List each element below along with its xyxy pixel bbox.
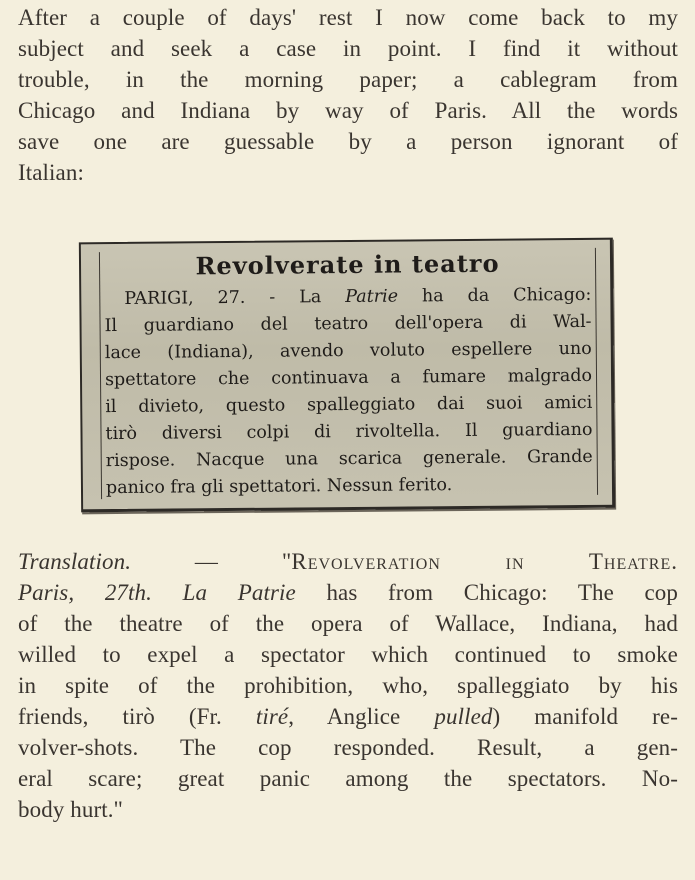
- clipping-line: lace (Indiana), avendo voluto espellere uno: [104, 338, 592, 364]
- intro-line: subject and seek a case in point. I find it without: [18, 36, 678, 61]
- intro-line: save one are guessable by a person ignorant of: [18, 129, 678, 154]
- intro-line: After a couple of days' rest I now come back to my: [18, 5, 678, 30]
- translation-line: willed to expel a spectator which continued to smoke: [18, 642, 678, 667]
- clipping-line: rispose. Nacque una scarica generale. Grande: [105, 446, 593, 472]
- translation-line: in spite of the prohibition, who, spalleggiato by his: [18, 673, 678, 698]
- translation-line: volver-shots. The cop responded. Result, a gen-: [18, 735, 678, 760]
- intro-line: Italian:: [18, 160, 84, 185]
- translation-line: of the theatre of the opera of Wallace, Indiana, had: [18, 611, 678, 636]
- clipping-line: panico fra gli spettatori. Nessun ferito.: [105, 475, 453, 499]
- translation-line: eral scare; great panic among the spectators. No-: [18, 766, 678, 791]
- intro-line: Chicago and Indiana by way of Paris. All the words: [18, 98, 678, 123]
- translation-line: body hurt.": [18, 797, 124, 822]
- clipping-line: il divieto, questo spalleggiato dai suoi amici: [105, 392, 593, 418]
- translation-line: friends, tirò (Fr. tiré, Anglice pulled) manifold re-: [18, 704, 678, 729]
- intro-paragraph: [18, 2, 678, 188]
- clipping-headline: Revolverate in teatro: [195, 248, 500, 281]
- clipping-body: [100, 282, 597, 502]
- clipping-line: Il guardiano del teatro dell'opera di Wal-: [104, 311, 592, 337]
- clipping-line: PARIGI, 27. - La Patrie ha da Chicago:: [124, 284, 592, 309]
- translation-paragraph: [18, 546, 678, 825]
- intro-line: trouble, in the morning paper; a cablegram from: [18, 67, 678, 92]
- translation-line: Translation. — "Revolveration in Theatre.: [18, 549, 678, 574]
- translation-line: Paris, 27th. La Patrie has from Chicago: The cop: [18, 580, 679, 605]
- newspaper-clipping: [79, 238, 615, 513]
- clipping-frame: [99, 248, 598, 499]
- clipping-line: tirò diversi colpi di rivoltella. Il guardiano: [105, 419, 593, 445]
- clipping-line: spettatore che continuava a fumare malgrado: [104, 365, 593, 391]
